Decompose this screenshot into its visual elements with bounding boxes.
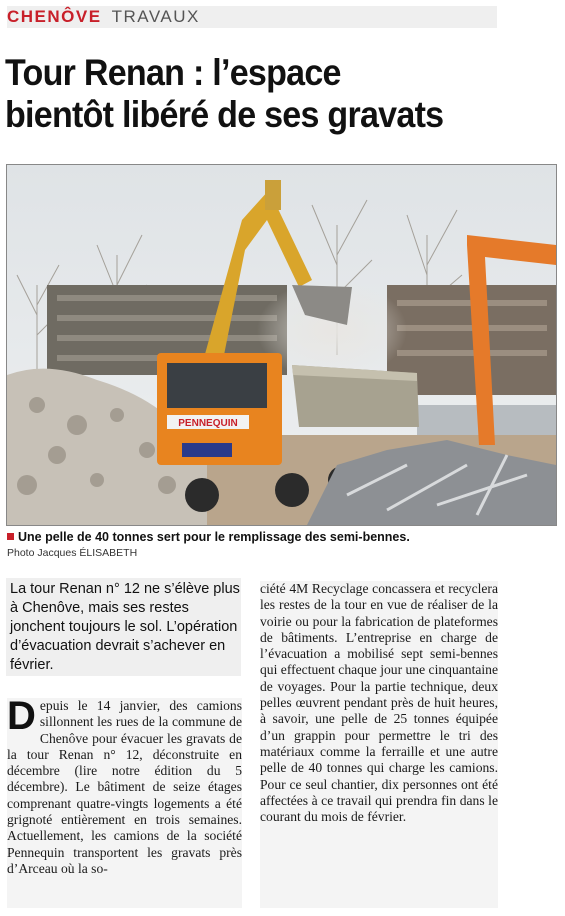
headline-line-2: bientôt libéré de ses gravats <box>5 94 444 135</box>
lead-text: La tour Renan n° 12 ne s’élève plus à Chenôve, mais ses restes jonchent toujours le sol. L’opération d’évacuation devrait s’achever en février. <box>10 581 240 673</box>
headline <box>5 52 465 136</box>
article-column-2 <box>260 581 498 908</box>
caption-text: Une pelle de 40 tonnes sert pour le remplissage des semi-bennes. <box>18 530 410 544</box>
caption-bullet <box>7 533 14 540</box>
construction-site-illustration <box>7 165 556 525</box>
truck-brand-text: PENNEQUIN <box>178 418 238 429</box>
article-column-1 <box>7 694 242 908</box>
drop-cap: D <box>7 694 36 738</box>
photo-caption <box>7 530 497 544</box>
column-2-text: ciété 4M Recyclage concassera et recyclera les restes de la tour en vue de réaliser de la voirie ou pour la fabrication de plateformes de bâtiments. L’entreprise en charge de l’évacuation a mobilisé sept semi-bennes qui effectuent chaque jour une cinquantaine de voyages. Pour la partie technique, deux pelles œuvrent pendant près de huit heures, à savoir, une pelle de 25 tonnes équipée d’un grappin pour permettre le tri des matériaux comme la ferraille et une autre pelle de 40 tonnes qui charge les camions. Pour ce seul chantier, dix personnes ont été affectées à ce travail qui prendra fin dans le courant du mois de février. <box>260 581 498 825</box>
photo-credit: Photo Jacques ÉLISABETH <box>7 547 138 559</box>
section-header <box>7 6 497 28</box>
column-1-text: epuis le 14 janvier, des camions sillonnent les rues de la commune de Chenôve pour évacuer les gravats de la tour Renan n° 12, déconstruite en décembre (lire notre édition du 5 décembre). Le bâtiment de seize étages comprenant quatre-vingts logements a été grignoté entièrement en trois semaines. Actuellement, les camions de la société Pennequin transportent les gravats près d’Arceau où la so- <box>7 698 242 876</box>
city-label: CHENÔVE <box>7 7 102 26</box>
headline-line-1: Tour Renan : l’espace <box>5 52 341 93</box>
section-label: TRAVAUX <box>111 7 200 26</box>
article-photo <box>6 164 557 526</box>
article-lead <box>6 578 241 676</box>
